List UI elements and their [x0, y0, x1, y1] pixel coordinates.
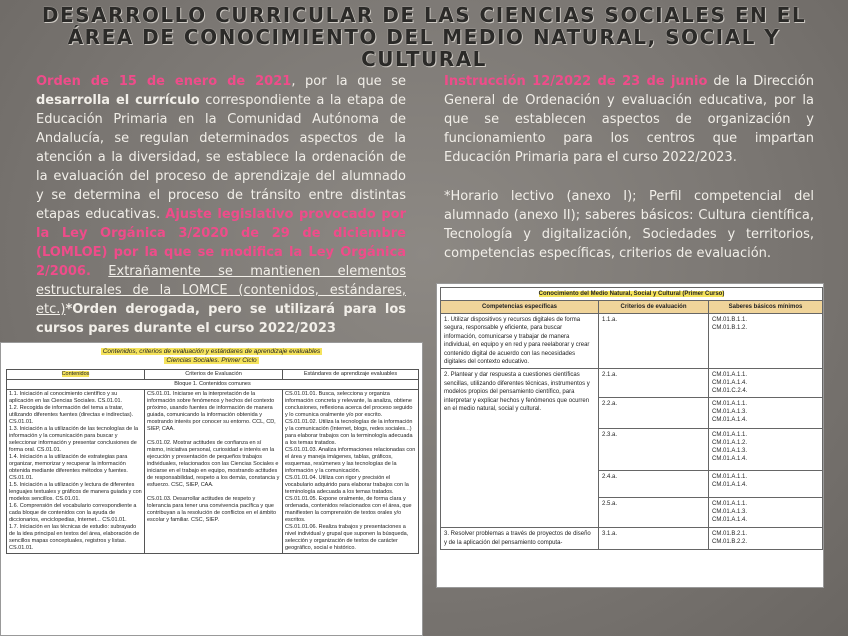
criterio-cell: 1.1.a.	[599, 314, 709, 369]
desarrolla-curriculo: desarrolla el currículo	[36, 93, 200, 108]
table-left-title-2: Ciencias Sociales. Primer Ciclo	[166, 357, 257, 364]
header-competencias: Competencias específicas	[441, 301, 599, 314]
saber-cell: CM.01.B.1.1. CM.01.B.1.2.	[709, 314, 823, 369]
table-left-title-1: Contenidos, criterios de evaluación y estándares de aprendizaje evaluables	[102, 348, 321, 355]
table-row	[7, 390, 419, 554]
header-saberes: Saberes básicos mínimos	[709, 301, 823, 314]
header-criterios-evaluacion: Criterios de evaluación	[599, 301, 709, 314]
estandares-cell: CS.01.01.01. Busca, selecciona y organiza información concreta y relevante, la analiza, obtiene conclusiones, reflexiona acerca del proceso seguido y lo comunica oralmente y/o por escrito. CS.01.01.02. Utiliza la tecnologías de la información y la comunicación (Internet, blogs, redes sociales...) para elaborar trabajos con la terminología adecuada a los temas tratados. CS.01.01.03. Analiza informaciones relacionadas con el área y maneja imágenes, tablas, gráficos, esquemas, resúmenes y las tecnologías de la información y la comunicación. CS.01.01.04. Utiliza con rigor y precisión el vocabulario adquirido para elaborar trabajos con la terminología adecuada a los temas tratados. CS.01.01.05. Expone oralmente, de forma clara y ordenada, contenidos relacionados con el área, que manifiesten la comprensión de textos orales y/o escritos. CS.01.01.06. Realiza trabajos y presentaciones a nivel individual y grupal que suponen la búsqueda, selección y organización de textos de carácter geográfico, social e histórico.	[283, 390, 419, 554]
criterio-cell: 2.5.a.	[599, 498, 709, 528]
table-row	[441, 369, 823, 398]
competencias-table	[440, 287, 823, 550]
header-criterios: Criterios de Evaluación	[145, 370, 283, 380]
competencia-3: 3. Resolver problemas a través de proyectos de diseño y de la aplicación del pensamiento computa-	[441, 528, 599, 550]
instruccion-reference: Instrucción 12/2022 de 23 de junio	[444, 74, 708, 89]
saber-cell: CM.01.B.2.1. CM.01.B.2.2.	[709, 528, 823, 550]
competencias-table-image	[436, 283, 824, 588]
bloque-label: Bloque 1. Contenidos comunes	[7, 380, 419, 390]
contenidos-table-image	[0, 342, 423, 636]
left-text-2: correspondiente a la etapa de Educación Primaria en la Comunidad Autónoma de Andalucía, se regulan determinados aspectos de la atención a la diversidad, se establece la ordenación de la evaluación del proceso de aprendizaje del alumnado y se determina el proceso de tránsito entre distintas etapas educativas.	[36, 93, 407, 222]
right-text-1: de la Dirección General de Ordenación y evaluación educativa, por la que se establecen aspectos de organización y funcionamiento para los centros que impartan Educación Primaria para el curso 2022/2023.	[444, 74, 814, 165]
saber-cell: CM.01.A.1.1. CM.01.A.1.2. CM.01.A.1.3. CM.01.A.1.4.	[709, 429, 823, 471]
saber-cell: CM.01.A.1.1. CM.01.A.1.3. CM.01.A.1.4.	[709, 398, 823, 429]
table-left-title	[1, 347, 422, 365]
competencia-2: 2. Plantear y dar respuesta a cuestiones científicas sencillas, utilizando diferentes técnicas, instrumentos y modelos propios del pensamiento científico, para interpretar y explicar hechos y fenómenos que ocurren en el medio natural, social y cultural.	[441, 369, 599, 528]
left-column-text	[36, 72, 406, 338]
saber-cell: CM.01.A.1.1. CM.01.A.1.3. CM.01.A.1.4.	[709, 498, 823, 528]
table-row	[441, 528, 823, 550]
table-header-row	[441, 301, 823, 314]
ajuste-legislativo: Ajuste legislativo provocado por la Ley Orgánica 3/2020 de 29 de diciembre (LOMLOE) por la que se modifica la Ley Orgánica 2/2006.	[36, 207, 406, 279]
contenidos-cell: 1.1. Iniciación al conocimiento científico y su aplicación en las Ciencias Sociales. CS.01.01. 1.2. Recogida de información del tema a tratar, utilizando diferentes fuentes (directas e indirectas). CS.01.01. 1.3. Iniciación a la utilización de las tecnologías de la información y la comunicación para buscar y seleccionar información y presentar conclusiones de forma oral. CS.01.01. 1.4. Iniciación a la utilización de estrategias para organizar, memorizar y recuperar la información obtenida mediante diferentes métodos y fuentes. CS.01.01. 1.5. Iniciación a la utilización y lectura de diferentes lenguajes textuales y gráficos de manera guiada y con modelos sencillos. CS.01.01. 1.6. Comprensión del vocabulario correspondiente a cada bloque de contenidos con la ayuda de diccionarios, enciclopedias, Internet... CS.01.01. 1.7. Iniciación en las técnicas de estudio: subrayado de la idea principal en textos del área, elaboración de sencillos mapas conceptuales, registros y listas. CS.01.01.	[7, 390, 145, 554]
contenidos-table	[6, 369, 419, 554]
lomce-note: Extrañamente se mantienen elementos estructurales de la LOMCE (contenidos, estándares, etc.)	[36, 264, 406, 317]
saber-cell: CM.01.A.1.1. CM.01.A.1.4. CM.01.C.2.4.	[709, 369, 823, 398]
header-contenidos: Contenidos	[7, 370, 145, 380]
orden-reference: Orden de 15 de enero de 2021	[36, 74, 292, 89]
right-text-2: *Horario lectivo (anexo I); Perfil competencial del alumnado (anexo II); saberes básicos: Cultura científica, Tecnología y digitalización, Sociedades y territorios, competencias específicas, criterios de evaluación.	[444, 189, 814, 261]
competencia-1: 1. Utilizar dispositivos y recursos digitales de forma segura, responsable y eficiente, para buscar información, comunicarse y trabajar de manera individual, en equipo y en red y para reelaborar y crear contenido digital de acuerdo con las necesidades digitales del contexto educativo.	[441, 314, 599, 369]
table-row	[7, 380, 419, 390]
criterio-cell: 2.1.a.	[599, 369, 709, 398]
table-title-row	[441, 288, 823, 301]
table-right-title: Conocimiento del Medio Natural, Social y Cultural (Primer Curso)	[441, 288, 823, 301]
criterio-cell: 2.2.a.	[599, 398, 709, 429]
header-estandares: Estándares de aprendizaje evaluables	[283, 370, 419, 380]
orden-derogada-note: *Orden derogada, pero se utilizará para los cursos pares durante el curso 2022/2023	[36, 302, 406, 336]
saber-cell: CM.01.A.1.1. CM.01.A.1.4.	[709, 471, 823, 498]
criterio-cell: 2.3.a.	[599, 429, 709, 471]
criterio-cell: 2.4.a.	[599, 471, 709, 498]
table-row	[441, 314, 823, 369]
slide-title: DESARROLLO CURRICULAR DE LAS CIENCIAS SOCIALES EN EL ÁREA DE CONOCIMIENTO DEL MEDIO NATURAL, SOCIAL Y CULTURAL	[41, 3, 807, 71]
table-header-row	[7, 370, 419, 380]
left-text-1: , por la que se	[291, 74, 406, 89]
criterio-cell: 3.1.a.	[599, 528, 709, 550]
criterios-cell: CS.01.01. Iniciarse en la interpretación de la información sobre fenómenos y hechos del contexto próximo, usando fuentes de información de manera guiada, comunicando la información obtenida y mostrando interés por conocer su entorno. CCL, CD, SIEP, CAA. CS.01.02. Mostrar actitudes de confianza en sí mismo, iniciativa personal, curiosidad e interés en la ejecución y presentación de pequeños trabajos individuales, relacionados con las Ciencias Sociales e iniciarse en el trabajo en equipo, mostrando actitudes de responsabilidad, respeto a los demás, constancia y esfuerzo. CSC, SIEP, CAA. CS.01.03. Desarrollar actitudes de respeto y tolerancia para tener una convivencia pacífica y que contribuyan a la resolución de conflictos en el ámbito escolar y familiar. CSC, SIEP.	[145, 390, 283, 554]
right-column-text	[444, 72, 814, 263]
